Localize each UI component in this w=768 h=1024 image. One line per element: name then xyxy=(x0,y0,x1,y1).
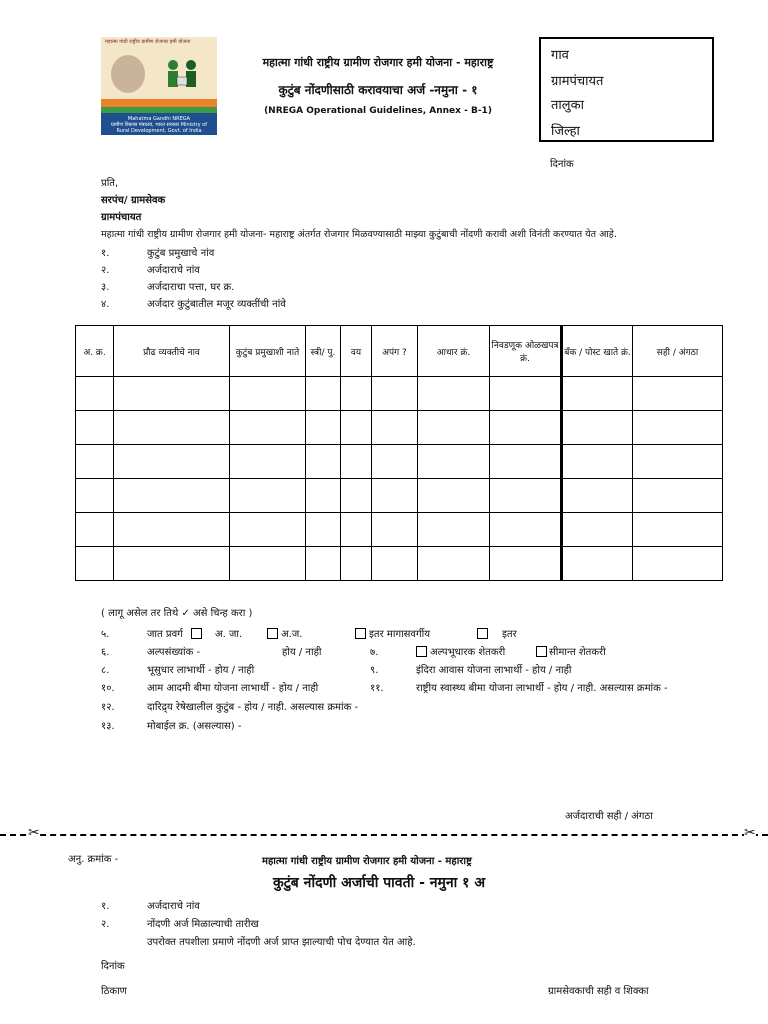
table-cell[interactable] xyxy=(341,547,372,581)
item-number: ९. xyxy=(370,665,379,676)
table-cell[interactable] xyxy=(562,411,633,445)
table-cell[interactable] xyxy=(490,377,562,411)
table-cell[interactable] xyxy=(633,445,723,479)
table-cell[interactable] xyxy=(341,445,372,479)
receipt-subtitle: कुटुंब नोंदणी अर्जाची पावती - नमुना १ अ xyxy=(273,875,486,891)
table-row xyxy=(76,479,723,513)
table-cell[interactable] xyxy=(418,513,490,547)
table-cell[interactable] xyxy=(490,547,562,581)
table-cell[interactable] xyxy=(490,411,562,445)
table-cell[interactable] xyxy=(76,445,114,479)
table-cell[interactable] xyxy=(230,377,306,411)
item-number: १३. xyxy=(101,721,115,732)
table-cell[interactable] xyxy=(562,547,633,581)
column-header: वय xyxy=(341,326,372,377)
minority-value[interactable]: होय / नाही xyxy=(282,647,322,658)
table-row xyxy=(76,377,723,411)
receipt-place-label: ठिकाण xyxy=(101,986,127,997)
item-number: ६. xyxy=(101,647,110,658)
table-cell[interactable] xyxy=(306,479,341,513)
table-cell[interactable] xyxy=(341,377,372,411)
item-number: ११. xyxy=(370,683,384,694)
table-cell[interactable] xyxy=(372,377,418,411)
table-cell[interactable] xyxy=(76,411,114,445)
table-cell[interactable] xyxy=(490,513,562,547)
item-number: २. xyxy=(101,919,110,930)
table-cell[interactable] xyxy=(562,513,633,547)
column-header: अ. क्र. xyxy=(76,326,114,377)
item-number: ७. xyxy=(370,647,379,658)
table-cell[interactable] xyxy=(114,377,230,411)
item-number: १०. xyxy=(101,683,115,694)
prati-label: प्रति, xyxy=(101,178,119,189)
minority-label: अल्पसंख्यांक - xyxy=(147,647,201,658)
workers-names-label: अर्जदार कुटुंबातील मजूर व्यक्तींची नांवे xyxy=(147,299,286,310)
table-cell[interactable] xyxy=(306,445,341,479)
table-cell[interactable] xyxy=(633,479,723,513)
table-cell[interactable] xyxy=(341,479,372,513)
health-insurance-label: राष्ट्रीय स्वास्थ्य बीमा योजना लाभार्थी - होय / नाही. असल्यास क्रमांक - xyxy=(416,683,668,694)
table-cell[interactable] xyxy=(230,513,306,547)
acknowledgement-text: उपरोक्त तपशीला प्रमाणे नोंदणी अर्ज प्राप्त झाल्याची पोच देण्यात येत आहे. xyxy=(147,937,416,948)
applicant-name-label: अर्जदाराचे नांव xyxy=(147,265,200,276)
table-cell[interactable] xyxy=(633,513,723,547)
tick-instruction: ( लागू असेल तर तिथे ✓ असे चिन्ह करा ) xyxy=(101,608,253,619)
table-cell[interactable] xyxy=(418,377,490,411)
column-header: आधार क्रं. xyxy=(418,326,490,377)
other-checkbox[interactable] xyxy=(477,628,488,639)
applicant-signature-label: अर्जदाराची सही / अंगठा xyxy=(565,811,653,822)
table-cell[interactable] xyxy=(76,377,114,411)
table-row xyxy=(76,445,723,479)
item-number: १. xyxy=(101,901,110,912)
nrega-logo xyxy=(101,37,217,135)
table-cell[interactable] xyxy=(372,513,418,547)
item-number: ८. xyxy=(101,665,110,676)
form-reference: (NREGA Operational Guidelines, Annex - B-1) xyxy=(264,106,492,116)
form-title: महात्मा गांधी राष्ट्रीय ग्रामीण रोजगार हमी योजना - महाराष्ट्र xyxy=(262,56,494,69)
table-cell[interactable] xyxy=(562,479,633,513)
table-cell[interactable] xyxy=(372,547,418,581)
aam-aadmi-label: आम आदमी बीमा योजना लाभार्थी - होय / नाही xyxy=(147,683,319,694)
st-label: अ.ज. xyxy=(281,629,303,640)
column-header: अपंग ? xyxy=(372,326,418,377)
table-cell[interactable] xyxy=(114,547,230,581)
column-header: कुटुंब प्रमुखाशी नाते xyxy=(230,326,306,377)
table-cell[interactable] xyxy=(230,547,306,581)
village-field[interactable]: गाव xyxy=(551,48,569,63)
marginal-farmer-label: सीमान्त शेतकरी xyxy=(549,647,606,658)
item-number: १. xyxy=(101,248,110,259)
table-row xyxy=(76,547,723,581)
table-row xyxy=(76,411,723,445)
mobile-label: मोबाईल क्र. (असल्यास) - xyxy=(147,721,242,732)
marginal-farmer-checkbox[interactable] xyxy=(536,646,547,657)
serial-number-label: अनु. क्रमांक - xyxy=(68,854,119,865)
land-reform-label: भूसुधार लाभार्थी - होय / नाही xyxy=(147,665,255,676)
table-header-row xyxy=(76,326,723,377)
table-cell[interactable] xyxy=(306,377,341,411)
table-cell[interactable] xyxy=(562,377,633,411)
caste-category-label: जात प्रवर्ग xyxy=(147,629,183,640)
column-header: सही / अंगठा xyxy=(633,326,723,377)
gandhi-portrait xyxy=(111,55,145,93)
table-cell[interactable] xyxy=(230,445,306,479)
table-cell[interactable] xyxy=(372,411,418,445)
table-cell[interactable] xyxy=(76,479,114,513)
table-cell[interactable] xyxy=(372,479,418,513)
gramsevak-signature-label: ग्रामसेवकाची सही व शिक्का xyxy=(548,986,649,997)
receipt-date-label: दिनांक xyxy=(101,961,125,972)
table-cell[interactable] xyxy=(114,411,230,445)
item-number: ३. xyxy=(101,282,110,293)
bpl-label: दारिद्र्य रेषेखालील कुटुंब - होय / नाही. असल्यास क्रमांक - xyxy=(147,702,359,713)
table-cell[interactable] xyxy=(114,445,230,479)
table-cell[interactable] xyxy=(306,513,341,547)
scissors-icon: ✂ xyxy=(28,825,40,841)
other-label: इतर xyxy=(502,629,517,640)
indira-awas-label: इंदिरा आवास योजना लाभार्थी - होय / नाही xyxy=(416,665,572,676)
receipt-date-received-label: नोंदणी अर्ज मिळाल्याची तारीख xyxy=(147,919,259,930)
request-text: महात्मा गांधी राष्ट्रीय ग्रामीण रोजगार हमी योजना- महाराष्ट्र अंतर्गत रोजगार मिळवण्यासाठी माझ्या कुटुंबाची नोंदणी करावी अशी विनंती करण्यात येत आहे. xyxy=(101,229,617,240)
column-header: स्त्री/ पु. xyxy=(306,326,341,377)
table-cell[interactable] xyxy=(341,513,372,547)
column-header: बँक / पोस्ट खाते क्रं. xyxy=(562,326,633,377)
applicant-address-label: अर्जदाराचा पत्ता, घर क्र. xyxy=(147,282,235,293)
table-cell[interactable] xyxy=(230,479,306,513)
family-head-name-label: कुटुंब प्रमुखाचे नांव xyxy=(147,248,215,259)
table-cell[interactable] xyxy=(633,377,723,411)
table-cell[interactable] xyxy=(418,547,490,581)
column-header: प्रौढ व्यक्तीचे नाव xyxy=(114,326,230,377)
obc-label: इतर मागासवर्गीय xyxy=(369,629,431,640)
table-cell[interactable] xyxy=(562,445,633,479)
table-cell[interactable] xyxy=(114,479,230,513)
grampanchayat-label: ग्रामपंचायत xyxy=(101,212,142,223)
item-number: १२. xyxy=(101,702,115,713)
table-cell[interactable] xyxy=(633,411,723,445)
table-cell[interactable] xyxy=(341,411,372,445)
table-cell[interactable] xyxy=(76,547,114,581)
obc-checkbox[interactable] xyxy=(355,628,366,639)
district-field[interactable]: जिल्हा xyxy=(551,124,580,139)
table-cell[interactable] xyxy=(306,547,341,581)
table-cell[interactable] xyxy=(490,445,562,479)
taluka-field[interactable]: तालुका xyxy=(551,98,584,113)
table-cell[interactable] xyxy=(418,411,490,445)
form-subtitle: कुटुंब नोंदणीसाठी करावयाचा अर्ज -नमुना - १ xyxy=(278,83,478,97)
item-number: ४. xyxy=(101,299,110,310)
small-farmer-checkbox[interactable] xyxy=(416,646,427,657)
table-cell[interactable] xyxy=(114,513,230,547)
receipt-applicant-name-label: अर्जदाराचे नांव xyxy=(147,901,200,912)
receipt-title: महात्मा गांधी राष्ट्रीय ग्रामीण रोजगार हमी योजना - महाराष्ट्र xyxy=(262,856,472,867)
item-number: ५. xyxy=(101,629,110,640)
table-cell[interactable] xyxy=(490,479,562,513)
table-row xyxy=(76,513,723,547)
sarpanch-label: सरपंच/ ग्रामसेवक xyxy=(101,195,166,206)
location-box xyxy=(539,37,714,142)
table-cell[interactable] xyxy=(633,547,723,581)
logo-top-text: महात्मा गांधी राष्ट्रीय ग्रामीण रोजगार हमी योजना xyxy=(105,39,191,45)
logo-bottom-text: Mahatma Gandhi NREGA ग्रामीण विकास मंत्रालय, भारत सरकार Ministry of Rural Development, Govt. of India xyxy=(110,116,208,134)
small-farmer-label: अल्पभूधारक शेतकरी xyxy=(430,647,506,658)
table-cell[interactable] xyxy=(76,513,114,547)
cut-line xyxy=(0,834,768,836)
date-label: दिनांक xyxy=(550,159,574,170)
family-members-table xyxy=(75,325,723,581)
grampanchayat-field[interactable]: ग्रामपंचायत xyxy=(551,74,604,89)
table-cell[interactable] xyxy=(306,411,341,445)
table-cell[interactable] xyxy=(418,445,490,479)
table-cell[interactable] xyxy=(372,445,418,479)
column-header: निवडणूक ओळखपत्र क्रं. xyxy=(490,326,562,377)
sc-label: अ. जा. xyxy=(215,629,243,640)
sc-checkbox[interactable] xyxy=(191,628,202,639)
table-cell[interactable] xyxy=(230,411,306,445)
table-cell[interactable] xyxy=(418,479,490,513)
item-number: २. xyxy=(101,265,110,276)
st-checkbox[interactable] xyxy=(267,628,278,639)
workers-figure-icon xyxy=(159,57,205,93)
scissors-icon: ✂ xyxy=(744,825,756,841)
